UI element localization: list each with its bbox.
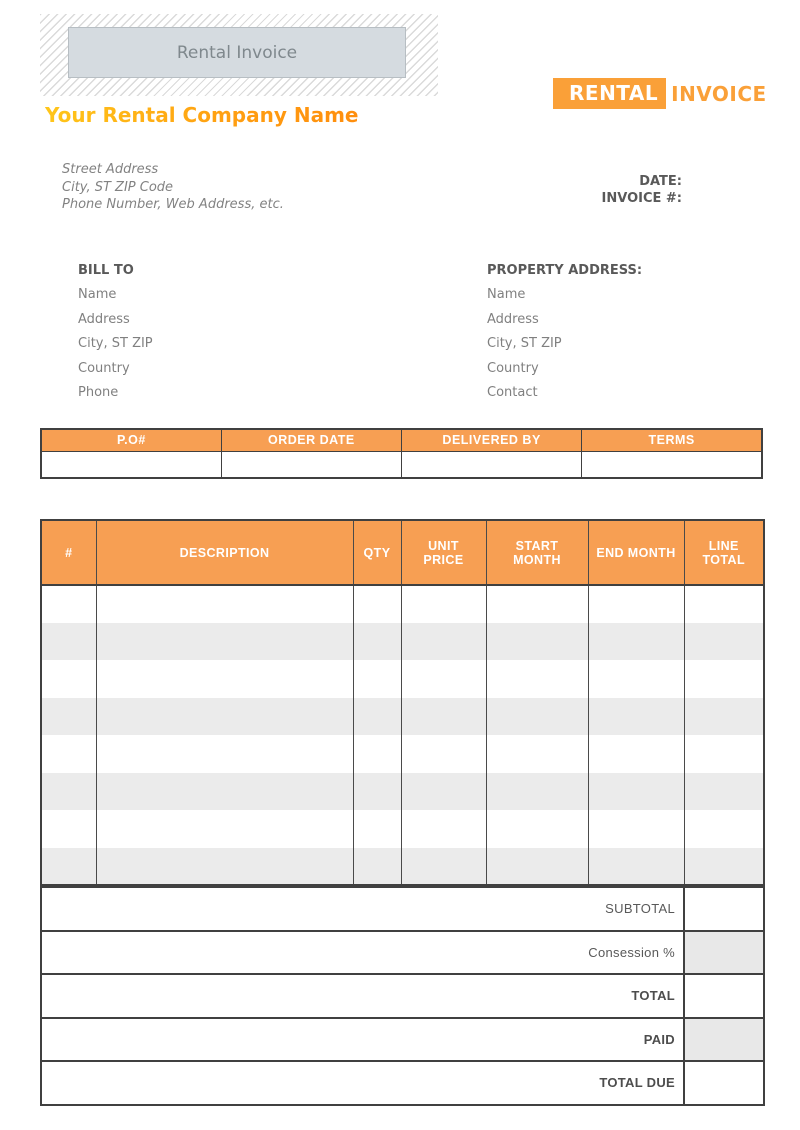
bill-to-line: Name [78, 287, 117, 302]
line-item-cell[interactable] [353, 735, 401, 773]
line-item-cell[interactable] [353, 773, 401, 811]
line-item-cell[interactable] [486, 698, 588, 736]
line-item-cell[interactable] [486, 848, 588, 886]
line-item-cell[interactable] [96, 810, 353, 848]
line-item-cell[interactable] [41, 660, 96, 698]
line-item-cell[interactable] [486, 585, 588, 623]
line-item-cell[interactable] [96, 698, 353, 736]
order-date-cell[interactable] [221, 451, 401, 478]
line-item-row [41, 810, 764, 848]
line-item-cell[interactable] [486, 623, 588, 661]
line-item-cell[interactable] [96, 773, 353, 811]
line-item-cell[interactable] [41, 735, 96, 773]
line-item-cell[interactable] [401, 660, 486, 698]
line-item-cell[interactable] [41, 773, 96, 811]
line-item-cell[interactable] [684, 660, 764, 698]
line-item-cell[interactable] [41, 623, 96, 661]
line-item-cell[interactable] [96, 623, 353, 661]
brand-word-rental: RENTAL [553, 78, 666, 109]
line-item-cell[interactable] [684, 585, 764, 623]
property-address-line: Contact [487, 385, 538, 400]
invoice-number-label: INVOICE #: [601, 191, 682, 206]
line-item-cell[interactable] [684, 773, 764, 811]
line-item-cell[interactable] [588, 660, 684, 698]
line-item-cell[interactable] [401, 848, 486, 886]
bill-to-line: Address [78, 311, 130, 327]
line-item-row [41, 735, 764, 773]
delivered-by-cell[interactable] [402, 451, 582, 478]
line-item-row [41, 773, 764, 811]
total-label: TOTAL [41, 974, 684, 1018]
concession-value-cell[interactable] [684, 931, 764, 975]
subtotal-label: SUBTOTAL [41, 887, 684, 931]
line-item-cell[interactable] [588, 698, 684, 736]
line-item-cell[interactable] [401, 623, 486, 661]
line-items-table [40, 519, 765, 886]
line-item-cell[interactable] [588, 848, 684, 886]
bill-to-line: Phone [78, 385, 119, 400]
banner-title: Rental Invoice [176, 42, 298, 63]
line-item-cell[interactable] [401, 735, 486, 773]
po-number-header: P.O# [41, 429, 221, 451]
line-item-cell[interactable] [353, 623, 401, 661]
line-item-cell[interactable] [96, 585, 353, 623]
end-month-header: END MONTH [588, 520, 684, 585]
company-address-line: Phone Number, Web Address, etc. [62, 197, 284, 212]
line-item-cell[interactable] [96, 735, 353, 773]
line-items-header-row [41, 520, 764, 585]
line-item-cell[interactable] [41, 848, 96, 886]
order-date-header: ORDER DATE [221, 429, 401, 451]
line-item-row [41, 848, 764, 886]
line-item-cell[interactable] [401, 585, 486, 623]
company-address-line: Street Address [62, 162, 159, 177]
line-item-cell[interactable] [353, 660, 401, 698]
line-item-cell[interactable] [684, 698, 764, 736]
banner-hatch-background [40, 14, 438, 96]
paid-row [41, 1018, 764, 1062]
line-item-cell[interactable] [401, 698, 486, 736]
line-item-cell[interactable] [486, 810, 588, 848]
line-item-row [41, 660, 764, 698]
row-number-header: # [41, 520, 96, 585]
line-item-cell[interactable] [353, 848, 401, 886]
delivered-by-header: DELIVERED BY [402, 429, 582, 451]
unit-price-header: UNIT PRICE [401, 520, 486, 585]
po-value-row [41, 451, 762, 478]
invoice-meta [602, 173, 682, 207]
line-item-cell[interactable] [353, 810, 401, 848]
property-address-section [487, 263, 642, 410]
terms-header: TERMS [582, 429, 762, 451]
company-address-line: City, ST ZIP Code [62, 179, 174, 195]
line-item-cell[interactable] [41, 585, 96, 623]
line-item-cell[interactable] [684, 623, 764, 661]
total-due-label: TOTAL DUE [41, 1061, 684, 1105]
po-number-cell[interactable] [41, 451, 221, 478]
line-item-cell[interactable] [41, 698, 96, 736]
property-address-line: City, ST ZIP [487, 336, 562, 351]
line-item-cell[interactable] [684, 735, 764, 773]
line-item-cell[interactable] [588, 735, 684, 773]
bill-to-line: Country [78, 360, 130, 376]
banner-title-box [68, 27, 406, 78]
line-item-cell[interactable] [96, 848, 353, 886]
line-item-cell[interactable] [684, 810, 764, 848]
totals-table [40, 886, 765, 1106]
line-item-cell[interactable] [588, 773, 684, 811]
line-item-cell[interactable] [486, 773, 588, 811]
line-item-cell[interactable] [353, 585, 401, 623]
paid-label: PAID [41, 1018, 684, 1062]
subtotal-row [41, 887, 764, 931]
line-item-row [41, 585, 764, 623]
line-item-cell[interactable] [588, 810, 684, 848]
line-item-cell[interactable] [588, 623, 684, 661]
line-item-cell[interactable] [96, 660, 353, 698]
bill-to-section [78, 263, 153, 410]
line-item-cell[interactable] [684, 848, 764, 886]
total-due-value-cell[interactable] [684, 1061, 764, 1105]
start-month-header: START MONTH [486, 520, 588, 585]
line-item-cell[interactable] [486, 660, 588, 698]
concession-row [41, 931, 764, 975]
bill-to-line: City, ST ZIP [78, 336, 153, 351]
subtotal-value-cell[interactable] [684, 887, 764, 931]
bill-to-heading: BILL TO [78, 263, 134, 278]
line-item-cell[interactable] [486, 735, 588, 773]
line-total-header: LINE TOTAL [684, 520, 764, 585]
po-table [40, 428, 763, 479]
po-header-row [41, 429, 762, 451]
paid-value-cell[interactable] [684, 1018, 764, 1062]
concession-label: Consession % [41, 931, 684, 975]
line-item-cell[interactable] [41, 810, 96, 848]
total-row [41, 974, 764, 1018]
line-item-row [41, 623, 764, 661]
line-item-cell[interactable] [588, 585, 684, 623]
property-address-line: Country [487, 360, 539, 376]
description-header: DESCRIPTION [96, 520, 353, 585]
brand-logo [553, 78, 767, 109]
brand-word-invoice: INVOICE [671, 81, 767, 106]
terms-cell[interactable] [582, 451, 762, 478]
qty-header: QTY [353, 520, 401, 585]
total-due-row [41, 1061, 764, 1105]
company-address [62, 161, 284, 214]
date-label: DATE: [639, 174, 682, 189]
property-address-line: Address [487, 311, 539, 327]
total-value-cell[interactable] [684, 974, 764, 1018]
line-item-cell[interactable] [353, 698, 401, 736]
company-name: Your Rental Company Name [45, 103, 359, 127]
line-item-row [41, 698, 764, 736]
line-item-cell[interactable] [401, 810, 486, 848]
property-address-heading: PROPERTY ADDRESS: [487, 263, 643, 278]
line-item-cell[interactable] [401, 773, 486, 811]
property-address-line: Name [487, 287, 526, 302]
